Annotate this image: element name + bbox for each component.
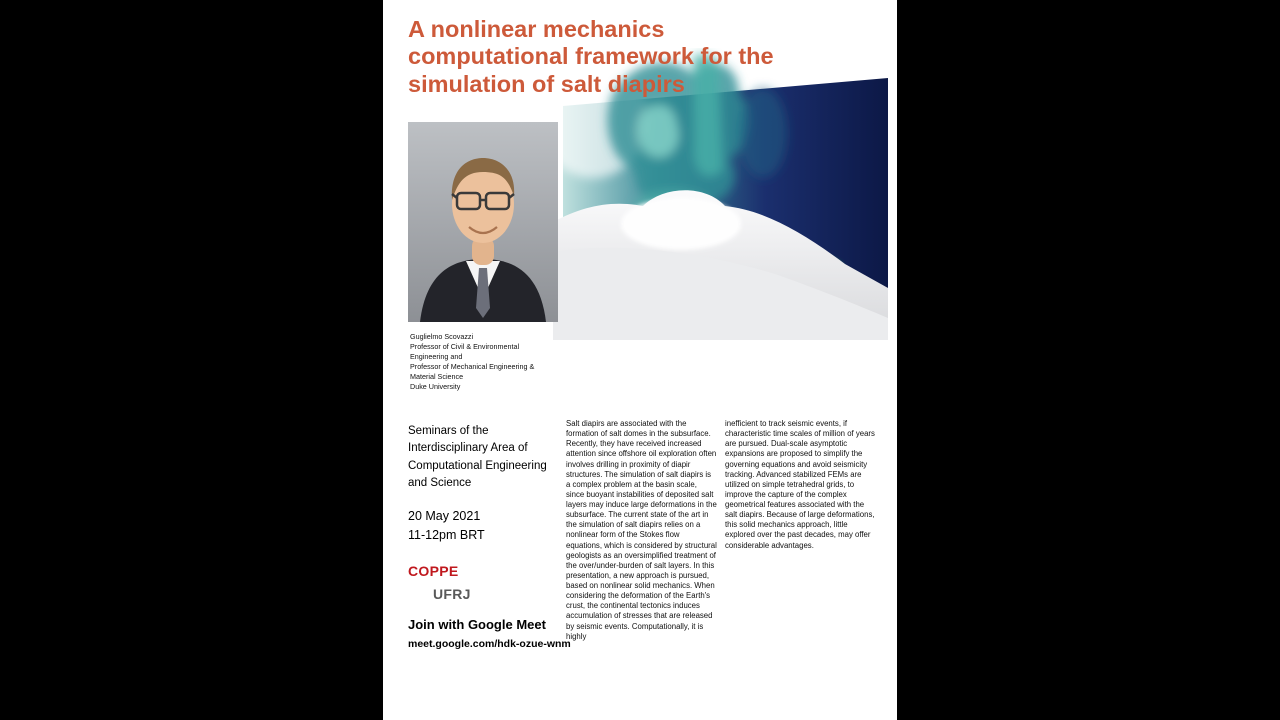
event-datetime [408,507,485,545]
event-date: 20 May 2021 [408,509,481,523]
seminar-series-title: Seminars of the Interdisciplinary Area of Computational Engineering and Science [408,425,547,489]
abstract-column-1: Salt diapirs are associated with the formation of salt domes in the subsurface. Recently, they have received increased attention since offshore oil exploration often involves drilling in proximity of diapir structures. The simulation of salt diapirs is a complex problem at the basin scale, since buoyant instabilities of deposited salt layers may induce large deformations in the subsurface. The current state of the art in the simulation of salt diapirs relies on a nonlinear form of the Stokes flow equations, which is considered by structural geologists as an oversimplified treatment of the over/under-burden of salt layers. In this presentation, a new approach is pursued, based on nonlinear solid mechanics. When considering the deformation of the Earth's crust, the continental tectonics induces accumulation of stresses that are released by seismic events. Computationally, it is highly [566,419,717,641]
affiliation-line: Professor of Mechanical Engineering & [410,362,535,372]
google-meet-link[interactable]: meet.google.com/hdk-ozue-wnm [408,638,571,650]
speaker-caption [410,332,570,392]
affiliation-line: Professor of Civil & Environmental [410,342,520,352]
org-ufrj-logo: UFRJ [433,586,471,602]
affiliation-line: Material Science [410,372,464,382]
event-time: 11-12pm BRT [408,527,485,542]
google-meet-heading: Join with Google Meet [408,617,546,632]
abstract-column-2: inefficient to track seismic events, if characteristic time scales of million of years are pursued. Dual-scale asymptotic expansions are proposed to simplify the governing equations and avoid seismicity tracking. Advanced stabilized FEMs are utilized on simple tetrahedral grids, to improve the capture of the complex geometrical features associated with the salt diapirs. Because of large deformations, this solid mechanics approach, little explored over the past decades, may offer considerable advantages. [725,419,875,550]
org-coppe-logo: COPPE [408,563,459,579]
speaker-name: Guglielmo Scovazzi [410,332,474,341]
affiliation-line: Engineering and [410,352,463,362]
speaker-photo [408,122,558,322]
speaker-headshot-graphic [408,122,558,322]
affiliation-line: Duke University [410,382,461,392]
poster-title: A nonlinear mechanics computational framework for the simulation of salt diapirs [408,16,774,97]
seminar-poster [383,0,897,720]
